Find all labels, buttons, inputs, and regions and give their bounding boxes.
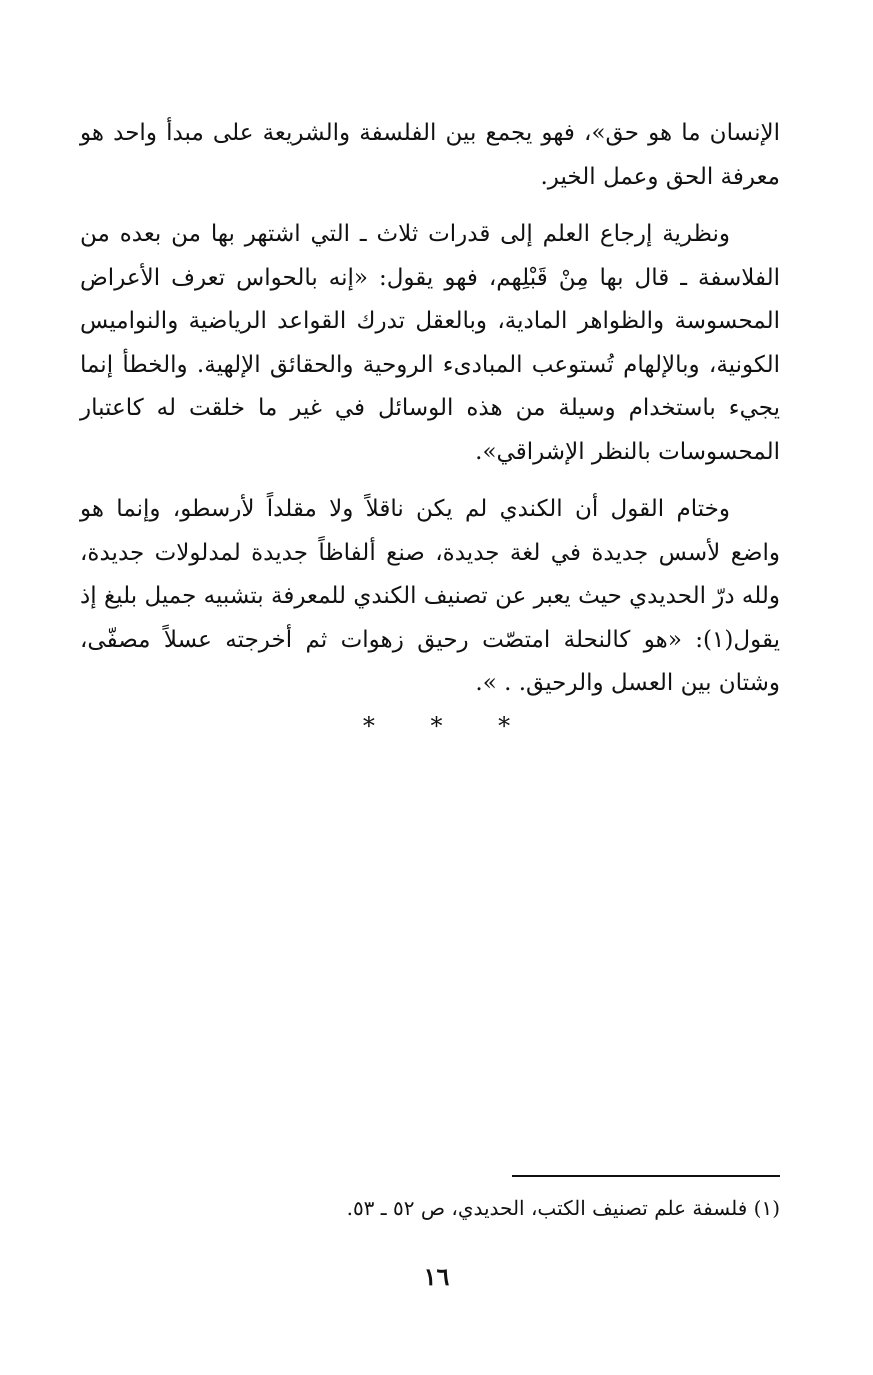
section-separator [0, 712, 873, 740]
separator-asterisk: * [362, 712, 375, 740]
separator-asterisk: * [430, 712, 443, 740]
body-text [80, 112, 780, 720]
paragraph-conclusion: وختام القول أن الكندي لم يكن ناقلاً ولا مقلداً لأرسطو، وإنما هو واضع لأسس جديدة في لغة جديدة، صنع ألفاظاً جديدة لمدلولات جديدة، ولله درّ الحديدي حيث يعبر عن تصنيف الكندي للمعرفة بتشبيه جميل بليغ إذ يقول(١): «هو كالنحلة امتصّت رحيق زهوات ثم أخرجته عسلاً مصفّى، وشتان بين العسل والرحيق. . ». [80, 496, 780, 696]
footnote-divider [512, 1175, 780, 1177]
paragraph-continuation: الإنسان ما هو حق»، فهو يجمع بين الفلسفة والشريعة على مبدأ واحد هو معرفة الحق وعمل الخير. [80, 120, 780, 190]
paragraph-theory-of-knowledge: ونظرية إرجاع العلم إلى قدرات ثلاث ـ التي اشتهر بها من بعده من الفلاسفة ـ قال بها مِنْ قَبْلِهم، فهو يقول: «إنه بالحواس تعرف الأعراض المحسوسة والظواهر المادية، وبالعقل تدرك القواعد الرياضية والنواميس الكونية، وبالإلهام تُستوعب المبادىء الروحية والحقائق الإلهية. والخطأ إنما يجيء باستخدام وسيلة من هذه الوسائل في غير ما خلقت له كاعتبار المحسوسات بالنظر الإشراقي». [80, 221, 780, 465]
page-number: ١٦ [423, 1262, 450, 1291]
footnote: (١) فلسفة علم تصنيف الكتب، الحديدي، ص ٥٢ ـ ٥٣. [346, 1196, 780, 1220]
separator-asterisk: * [498, 712, 511, 740]
